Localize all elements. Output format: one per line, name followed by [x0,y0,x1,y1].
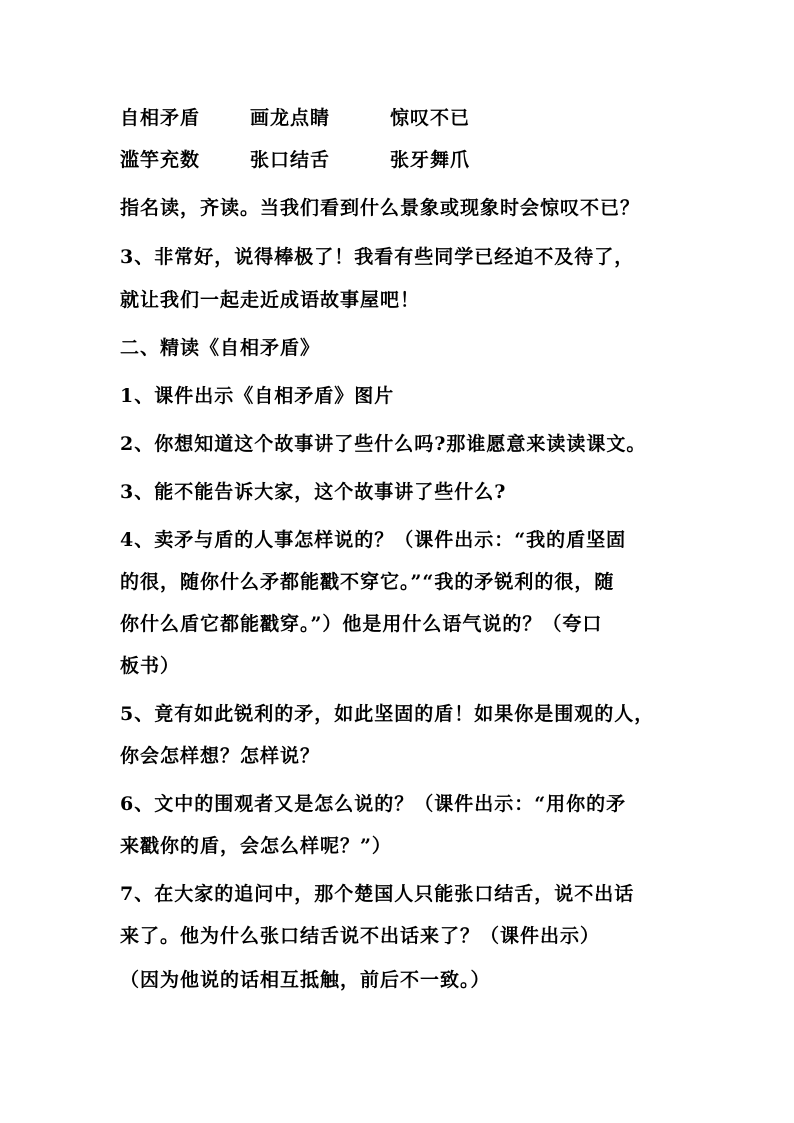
paragraph-line: 4、卖矛与盾的人事怎样说的？（课件出示：“我的盾坚固 [120,529,627,551]
paragraph-line: 来了。他为什么张口结舌说不出话来了？（课件出示） [120,925,601,947]
paragraph-line: 3、非常好，说得棒极了！我看有些同学已经迫不及待了， [120,246,635,268]
paragraph-line: 来戳你的盾，会怎么样呢？”） [120,835,392,857]
paragraph-line: 就让我们一起走近成语故事屋吧！ [120,289,421,311]
paragraph-line: 你会怎样想？怎样说？ [120,745,321,767]
paragraph-line: 2、你想知道这个故事讲了些什么吗?那谁愿意来读读课文。 [120,433,647,455]
paragraph-line: 1、课件出示《自相矛盾》图片 [120,385,395,407]
paragraph-line: 5、竟有如此锐利的矛，如此坚固的盾！如果你是围观的人， [120,703,655,725]
paragraph-line: 指名读，齐读。当我们看到什么景象或现象时会惊叹不已？ [120,197,641,219]
paragraph-line: 的很，随你什么矛都能戳不穿它。”“我的矛锐利的很，随 [120,571,615,593]
idiom-2-1: 滥竽充数 [120,149,201,171]
paragraph-line: 你什么盾它都能戳穿。”）他是用什么语气说的？（夸口 [120,613,603,635]
paragraph-line: 3、能不能告诉大家，这个故事讲了些什么? [120,481,507,503]
paragraph-line: 6、文中的围观者又是怎么说的？（课件出示：“用你的矛 [120,793,627,815]
paragraph-line: （因为他说的话相互抵触，前后不一致。） [120,969,491,991]
paragraph-line: 板书） [120,655,181,677]
section-heading: 二、精读《自相矛盾》 [120,337,321,359]
idiom-1-3: 惊叹不已 [390,107,471,129]
idiom-1-1: 自相矛盾 [120,107,201,129]
idiom-2-2: 张口结舌 [250,149,331,171]
idiom-2-3: 张牙舞爪 [390,149,471,171]
paragraph-line: 7、在大家的追问中，那个楚国人只能张口结舌，说不出话 [120,883,635,905]
idiom-1-2: 画龙点睛 [250,107,331,129]
